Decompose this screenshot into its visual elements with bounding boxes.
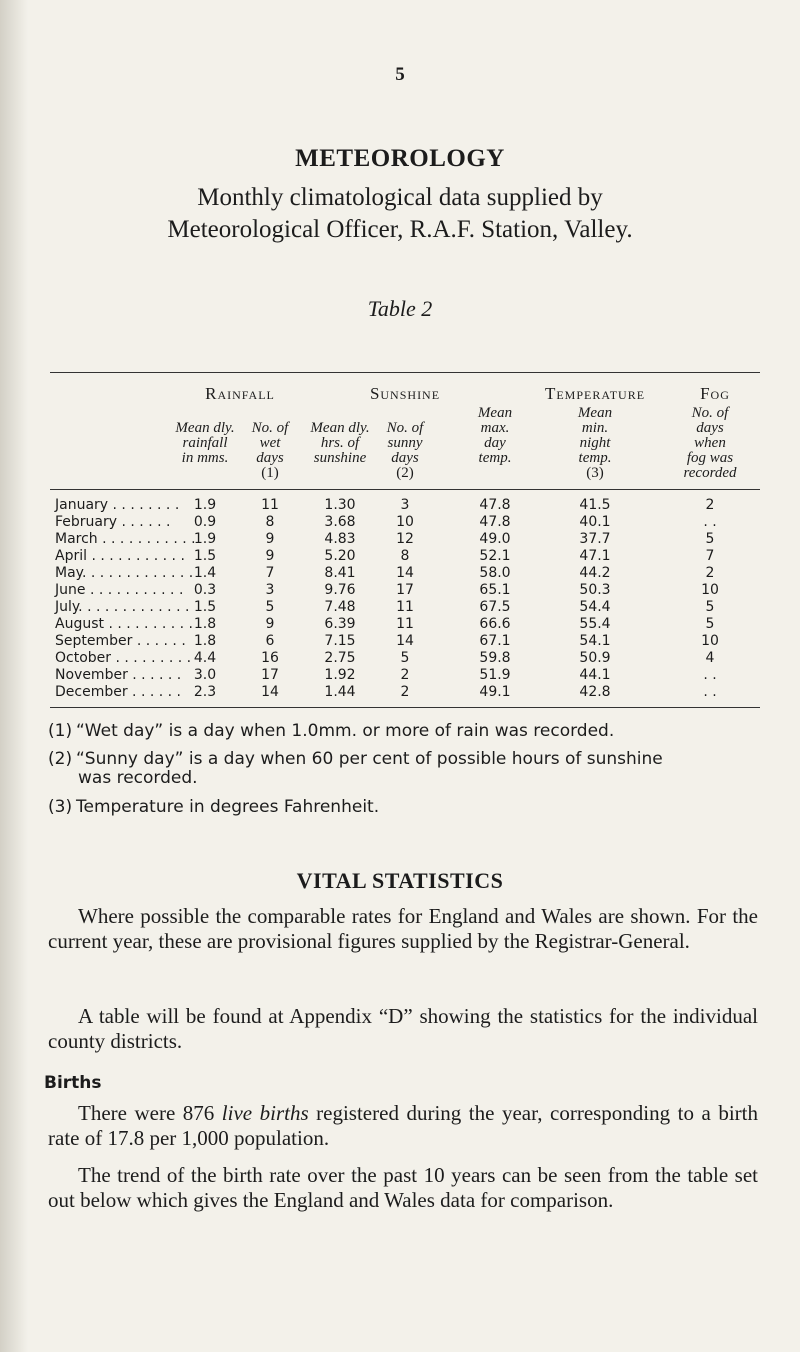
group-header-fog: Fog bbox=[700, 384, 730, 403]
footnote-3: (3) Temperature in degrees Fahrenheit. bbox=[48, 797, 380, 817]
table-cell: 47.8 bbox=[479, 497, 511, 513]
group-header-rainfall: Rainfall bbox=[205, 384, 275, 403]
table-cell: 9 bbox=[265, 616, 275, 632]
table-cell: 49.0 bbox=[479, 531, 511, 547]
table-cell: 44.1 bbox=[579, 667, 611, 683]
table-cell: 66.6 bbox=[479, 616, 511, 632]
group-header-temperature: Temperature bbox=[544, 384, 646, 403]
vital-statistics-heading: VITAL STATISTICS bbox=[296, 868, 504, 893]
table-cell: 67.1 bbox=[479, 633, 511, 649]
table-cell: 0.9 bbox=[193, 514, 217, 530]
row-month-label: October . . . . . . . . . bbox=[55, 650, 192, 666]
table-cell: 7.48 bbox=[324, 599, 356, 615]
table-cell: 1.9 bbox=[193, 497, 217, 513]
row-month-label: August . . . . . . . . . . bbox=[55, 616, 193, 632]
table-cell: 2.3 bbox=[193, 684, 217, 700]
table-cell: 54.1 bbox=[579, 633, 611, 649]
table-cell: 50.3 bbox=[579, 582, 611, 598]
table-cell: 67.5 bbox=[479, 599, 511, 615]
table-cell: 37.7 bbox=[579, 531, 611, 547]
row-month-label: November . . . . . . bbox=[55, 667, 182, 683]
table-cell: 1.4 bbox=[193, 565, 217, 581]
table-cell: 5 bbox=[265, 599, 275, 615]
vital-paragraph-1: Where possible the comparable rates for England and Wales are shown. For the current year, these are provisional figures supplied by the Registrar-General. bbox=[48, 904, 758, 953]
col-header-sunny-days: No. of sunny days (2) bbox=[386, 420, 424, 481]
table-cell: 1.30 bbox=[324, 497, 356, 513]
col-header-fog-days: No. of days when fog was recorded bbox=[683, 405, 737, 481]
table-cell: 1.5 bbox=[193, 599, 217, 615]
table-cell: 5 bbox=[705, 616, 715, 632]
table-cell: 6.39 bbox=[324, 616, 356, 632]
table-cell: 0.3 bbox=[193, 582, 217, 598]
table-cell: 10 bbox=[701, 582, 719, 598]
col-header-mean-min-temp: Mean min. night temp. (3) bbox=[577, 405, 613, 481]
table-cell: 7 bbox=[705, 548, 715, 564]
header-bottom-rule bbox=[50, 489, 760, 490]
table-cell: 10 bbox=[396, 514, 414, 530]
col-header-wet-days: No. of wet days (1) bbox=[251, 420, 289, 481]
table-cell: 5.20 bbox=[324, 548, 356, 564]
row-month-label: January . . . . . . . . bbox=[55, 497, 180, 513]
vital-paragraph-2: A table will be found at Appendix “D” showing the statistics for the individual county districts. bbox=[48, 1004, 758, 1053]
subtitle-line-2: Meteorological Officer, R.A.F. Station, Valley. bbox=[167, 216, 633, 243]
table-cell: 3 bbox=[265, 582, 275, 598]
table-cell: 6 bbox=[265, 633, 275, 649]
table-cell: 51.9 bbox=[479, 667, 511, 683]
table-cell: 12 bbox=[396, 531, 414, 547]
table-title: Table 2 bbox=[367, 296, 433, 321]
table-cell: 9 bbox=[265, 548, 275, 564]
table-cell: 5 bbox=[705, 599, 715, 615]
page-number: 5 bbox=[395, 64, 405, 85]
table-cell: 1.9 bbox=[193, 531, 217, 547]
row-month-label: March . . . . . . . . . . . bbox=[55, 531, 196, 547]
table-top-rule bbox=[50, 372, 760, 373]
table-cell: 2 bbox=[400, 667, 410, 683]
row-month-label: December . . . . . . bbox=[55, 684, 181, 700]
table-cell: 42.8 bbox=[579, 684, 611, 700]
table-cell: 8 bbox=[400, 548, 410, 564]
table-cell: 44.2 bbox=[579, 565, 611, 581]
table-cell: 1.44 bbox=[324, 684, 356, 700]
table-cell: 2 bbox=[400, 684, 410, 700]
table-bottom-rule bbox=[50, 707, 760, 708]
table-cell: 3.68 bbox=[324, 514, 356, 530]
table-cell: 14 bbox=[396, 633, 414, 649]
table-cell: 10 bbox=[701, 633, 719, 649]
table-cell: 4 bbox=[705, 650, 715, 666]
row-month-label: June . . . . . . . . . . . bbox=[55, 582, 184, 598]
table-cell: 1.92 bbox=[324, 667, 356, 683]
table-cell: 7 bbox=[265, 565, 275, 581]
table-cell: 16 bbox=[261, 650, 279, 666]
table-cell: 8 bbox=[265, 514, 275, 530]
table-cell: 7.15 bbox=[324, 633, 356, 649]
meteorology-subtitle bbox=[0, 182, 800, 246]
table-cell: 1.5 bbox=[193, 548, 217, 564]
table-cell: 58.0 bbox=[479, 565, 511, 581]
subtitle-line-1: Monthly climatological data supplied by bbox=[197, 184, 603, 211]
table-cell: 8.41 bbox=[324, 565, 356, 581]
table-cell: 5 bbox=[400, 650, 410, 666]
row-month-label: April . . . . . . . . . . . bbox=[55, 548, 185, 564]
table-cell: 47.1 bbox=[579, 548, 611, 564]
col-header-sunshine-hours: Mean dly. hrs. of sunshine bbox=[310, 420, 370, 466]
table-cell: 17 bbox=[261, 667, 279, 683]
table-cell: 1.8 bbox=[193, 616, 217, 632]
table-cell: 52.1 bbox=[479, 548, 511, 564]
table-cell: 14 bbox=[396, 565, 414, 581]
births-paragraph-2: The trend of the birth rate over the past 10 years can be seen from the table set out below which gives the England and Wales data for comparison. bbox=[48, 1163, 758, 1212]
table-cell: 2 bbox=[705, 565, 715, 581]
table-cell: 47.8 bbox=[479, 514, 511, 530]
row-month-label: May. . . . . . . . . . . . . bbox=[55, 565, 194, 581]
table-cell: 3 bbox=[400, 497, 410, 513]
row-month-label: February . . . . . . bbox=[55, 514, 171, 530]
births-heading: Births bbox=[44, 1073, 102, 1093]
table-cell: . . bbox=[703, 514, 717, 530]
table-cell: 3.0 bbox=[193, 667, 217, 683]
group-header-sunshine: Sunshine bbox=[369, 384, 441, 403]
table-cell: 50.9 bbox=[579, 650, 611, 666]
table-cell: 55.4 bbox=[579, 616, 611, 632]
table-cell: 40.1 bbox=[579, 514, 611, 530]
table-cell: 54.4 bbox=[579, 599, 611, 615]
row-month-label: September . . . . . . bbox=[55, 633, 186, 649]
table-cell: 11 bbox=[396, 616, 414, 632]
col-header-mean-max-temp: Mean max. day temp. bbox=[477, 405, 513, 466]
births-paragraph-1: There were 876 live births registered during the year, corresponding to a birth rate of 17.8 per 1,000 population. bbox=[48, 1101, 758, 1150]
table-cell: . . bbox=[703, 684, 717, 700]
footnote-1: (1) “Wet day” is a day when 1.0mm. or more of rain was recorded. bbox=[48, 721, 615, 741]
col-header-mean-rainfall: Mean dly. rainfall in mms. bbox=[175, 420, 235, 466]
meteorology-heading: METEOROLOGY bbox=[295, 145, 505, 172]
table-cell: 11 bbox=[396, 599, 414, 615]
table-cell: 59.8 bbox=[479, 650, 511, 666]
table-cell: 2.75 bbox=[324, 650, 356, 666]
table-cell: 9.76 bbox=[324, 582, 356, 598]
table-cell: 49.1 bbox=[479, 684, 511, 700]
table-cell: 5 bbox=[705, 531, 715, 547]
table-cell: 17 bbox=[396, 582, 414, 598]
table-cell: 14 bbox=[261, 684, 279, 700]
table-cell: 1.8 bbox=[193, 633, 217, 649]
table-cell: 2 bbox=[705, 497, 715, 513]
table-cell: 41.5 bbox=[579, 497, 611, 513]
table-cell: 65.1 bbox=[479, 582, 511, 598]
table-cell: 4.4 bbox=[193, 650, 217, 666]
footnote-2: (2) “Sunny day” is a day when 60 per cent of possible hours of sunshine was recorded. bbox=[48, 749, 663, 788]
table-cell: 9 bbox=[265, 531, 275, 547]
table-cell: 11 bbox=[261, 497, 279, 513]
row-month-label: July. . . . . . . . . . . . . bbox=[55, 599, 190, 615]
table-cell: . . bbox=[703, 667, 717, 683]
table-cell: 4.83 bbox=[324, 531, 356, 547]
